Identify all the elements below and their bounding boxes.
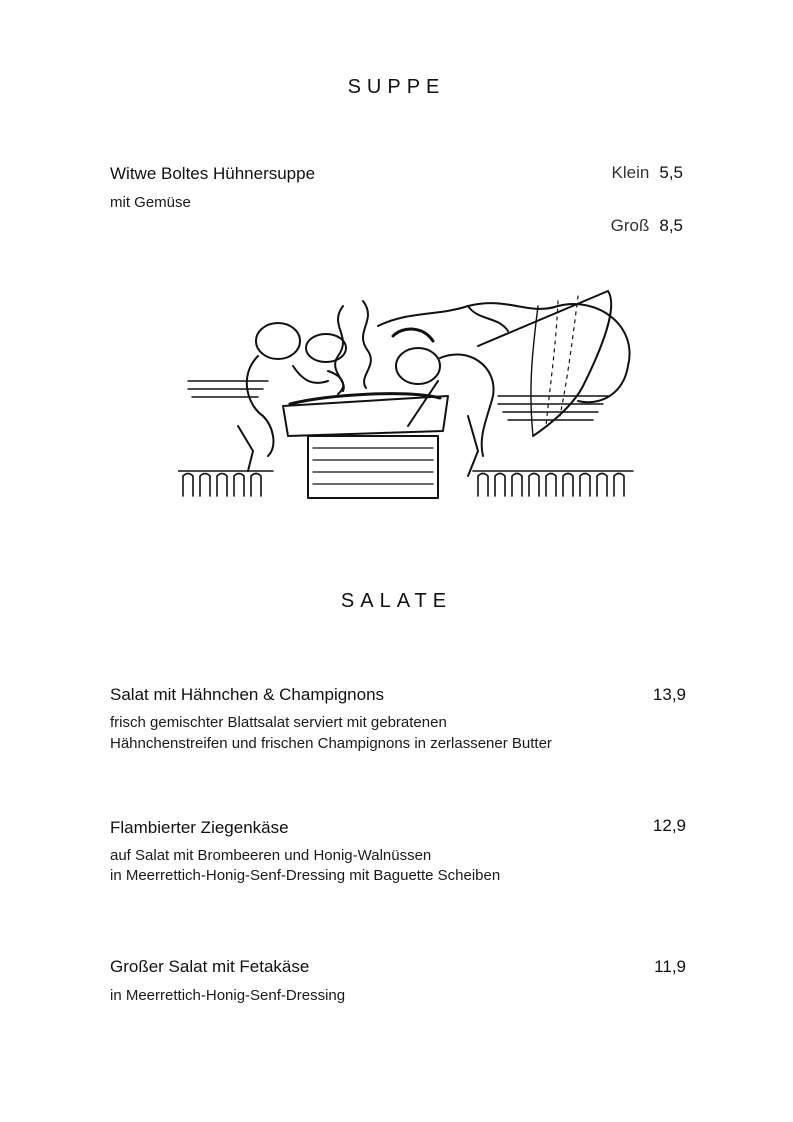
menu-item-name: Großer Salat mit Fetakäse: [110, 957, 310, 976]
price-small: [612, 163, 683, 183]
price-value: 5,5: [659, 163, 683, 182]
menu-item-description: mit Gemüse: [110, 194, 191, 211]
price-value: 8,5: [659, 216, 683, 235]
menu-item-name: Witwe Boltes Hühnersuppe: [110, 164, 316, 183]
size-label: Groß: [610, 216, 650, 235]
section-title-soup: SUPPE: [347, 76, 446, 98]
menu-item-description-line: auf Salat mit Brombeeren und Honig-Walnüssen: [110, 847, 432, 864]
menu-item-price: 11,9: [654, 957, 686, 976]
menu-item-description-line: frisch gemischter Blattsalat serviert mit gebratenen: [110, 714, 447, 731]
menu-item-description-line: in Meerrettich-Honig-Senf-Dressing mit Baguette Scheiben: [110, 867, 501, 884]
illustration-pot-scene: [178, 286, 640, 504]
section-title-salads: SALATE: [340, 590, 453, 612]
size-label: Klein: [611, 163, 650, 182]
menu-item-name: Flambierter Ziegenkäse: [110, 818, 289, 837]
menu-item-price: 13,9: [652, 685, 686, 704]
menu-item-name: Salat mit Hähnchen & Champignons: [110, 685, 385, 704]
menu-item-description-line: in Meerrettich-Honig-Senf-Dressing: [110, 987, 346, 1004]
menu-item-price: 12,9: [652, 816, 686, 835]
price-large: [611, 216, 683, 236]
menu-item-description-line: Hähnchenstreifen und frischen Champignons in zerlassener Butter: [110, 735, 552, 752]
